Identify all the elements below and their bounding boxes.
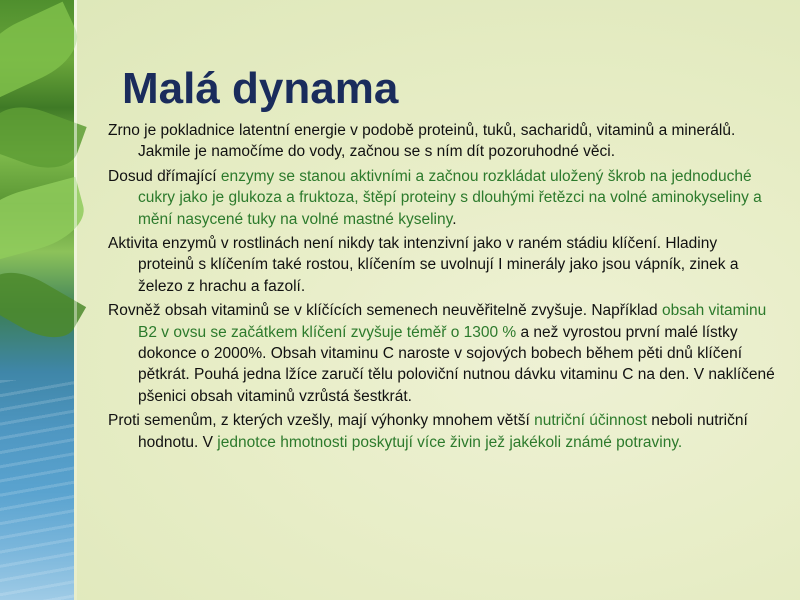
- highlighted-text: obsah vitaminu B2 v ovsu se začátkem klíčení zvyšuje téměř o 1300 %: [138, 302, 767, 341]
- text-segment: Proti semenům, z kterých vzešly, mají výhonky mnohem větší: [108, 412, 535, 430]
- text-segment: Rovněž obsah vitaminů se v klíčících semenech neuvěřitelně zvyšuje. Například: [108, 302, 662, 320]
- paragraph-2: [108, 166, 776, 230]
- strip-divider: [74, 0, 77, 600]
- leaf-image: [0, 177, 91, 263]
- text-segment: Aktivita enzymů v rostlinách není nikdy tak intenzivní jako v raném stádiu klíčení. Hladiny proteinů s klíčením také rostou, klíčením se uvolnují I minerály jako jsou vápník, zinek a železo z hrachu a fazolí.: [108, 235, 739, 295]
- text-segment: .: [452, 210, 457, 228]
- text-segment: a než vyrostou první malé lístky dokonce o 2000%. Obsah vitaminu C naroste v sojových bobech během pěti dnů klíčení pětkrát. Pouhá jedna lžíce zaručí tělu poloviční nutnou dávku vitaminu C na den. V naklíčené pšenici obsah vitaminů vzrůstá šestkrát.: [138, 323, 775, 405]
- paragraph-5: [108, 410, 776, 453]
- slide-body: [108, 120, 776, 456]
- paragraph-4: [108, 300, 776, 407]
- highlighted-text: nutriční účinnost: [534, 412, 647, 430]
- paragraph-3: [108, 233, 776, 297]
- paragraph-1: [108, 120, 776, 163]
- highlighted-text: jednotce hmotnosti poskytují více živin jež jakékoli známé potraviny.: [217, 433, 683, 451]
- text-segment: neboli nutriční hodnotu. V: [138, 412, 748, 451]
- text-segment: Zrno je pokladnice latentní energie v podobě proteinů, tuků, sacharidů, vitaminů a minerálů. Jakmile je namočíme do vody, začnou se s ním dít pozoruhodné věci.: [108, 122, 736, 161]
- text-segment: Dosud dřímající: [108, 167, 221, 185]
- highlighted-text: enzymy se stanou aktivními a začnou rozkládat uložený škrob na jednoduché cukry jako je glukoza a fruktoza, štěpí proteiny s dlouhými řetězci na volné aminokyseliny a mění nasycené tuky na volné mastné kyseliny: [138, 167, 762, 228]
- decorative-photo-strip: [0, 0, 74, 600]
- slide-title: Malá dynama: [122, 64, 399, 113]
- water-image: [0, 380, 74, 600]
